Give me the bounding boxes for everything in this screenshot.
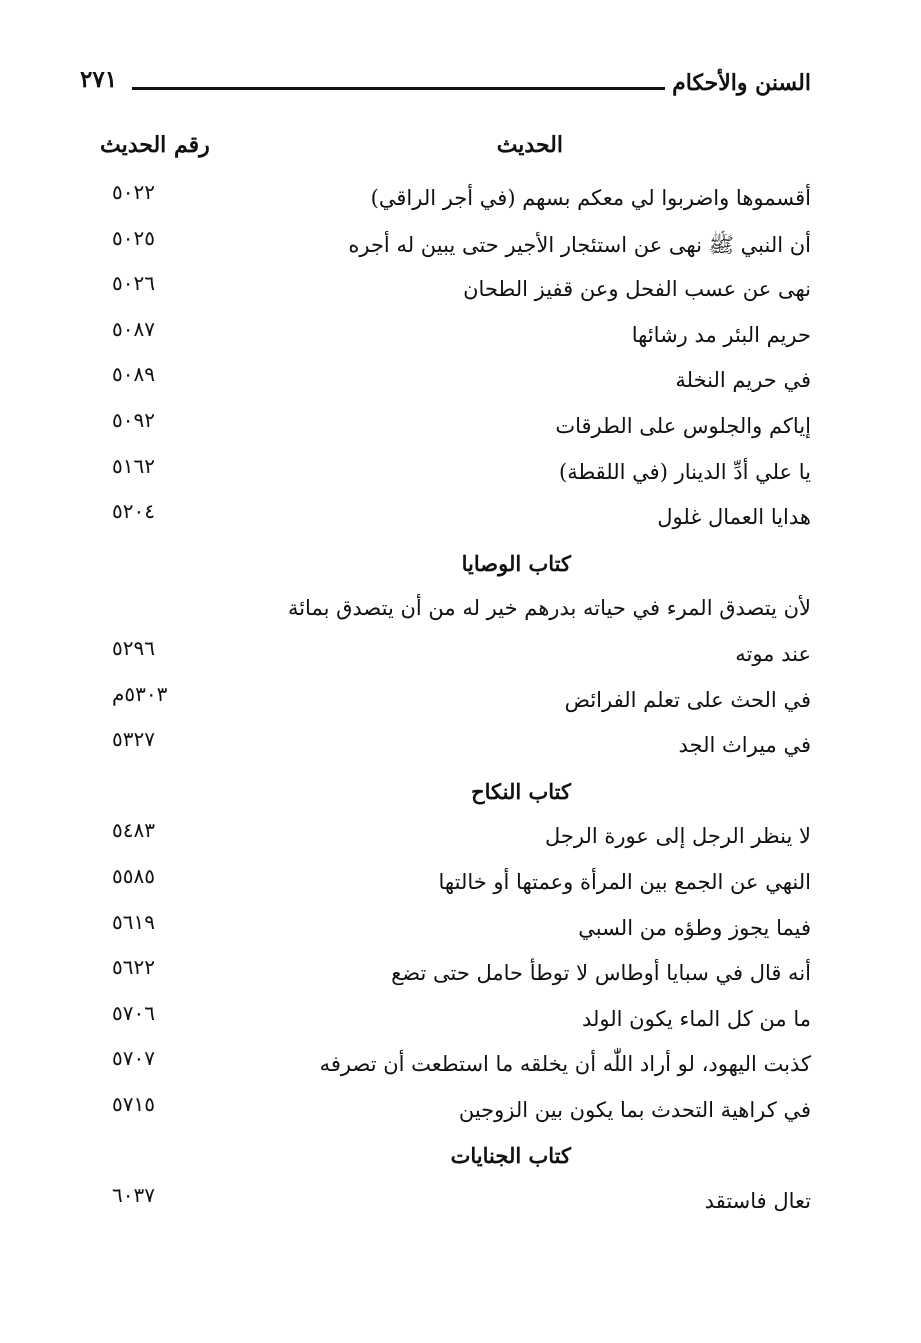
hadith-text: أقسموها واضربوا لي معكم بسهم (في أجر الراقي) (370, 186, 811, 210)
index-row (100, 725, 811, 771)
section-title: كتاب الجنايات (450, 1143, 571, 1169)
hadith-text: كذبت اليهود، لو أراد اللّٰه أن يخلقه ما استطعت أن تصرفه (319, 1052, 811, 1077)
section-title: كتاب النكاح (471, 778, 571, 804)
index-row (100, 1181, 811, 1227)
index-row (100, 953, 811, 999)
index-row (100, 999, 811, 1045)
hadith-text: في كراهية التحدث بما يكون بين الزوجين (458, 1097, 811, 1122)
hadith-number: ٥٤٨٣ (112, 818, 155, 843)
hadith-text: أن النبي ﷺ نهى عن استئجار الأجير حتى يبين له أجره (348, 232, 811, 257)
header-title: السنن والأحكام (672, 70, 811, 96)
index-row (100, 178, 811, 224)
hadith-number: ٥٦١٩ (112, 909, 155, 934)
index-row (100, 816, 811, 862)
section-heading (100, 1135, 811, 1181)
hadith-number: ٥٧٠٧ (112, 1046, 155, 1071)
index-row (100, 1044, 811, 1090)
hadith-text: نهى عن عسب الفحل وعن قفيز الطحان (463, 277, 811, 302)
index-row (100, 315, 811, 361)
hadith-number: ٥٧٠٦ (112, 1000, 155, 1025)
hadith-text: لا ينظر الرجل إلى عورة الرجل (544, 824, 811, 849)
index-row (100, 269, 811, 315)
hadith-number: ٥٥٨٥ (112, 863, 155, 888)
hadith-number: ٥١٦٢ (112, 453, 155, 478)
hadith-number: ٥٦٢٢ (112, 955, 155, 980)
hadith-number: ٥٢٠٤ (112, 499, 155, 524)
index-row (100, 452, 811, 498)
hadith-text: حريم البئر مد رشائها (631, 322, 811, 347)
running-header (80, 62, 811, 102)
hadith-text: في حريم النخلة (675, 368, 811, 393)
column-header-hadith: الحديث (496, 132, 563, 158)
index-row (100, 908, 811, 954)
hadith-text: يا علي أدِّ الدينار (في اللقطة) (559, 459, 811, 484)
hadith-number: ٥٣٠٣م (112, 681, 168, 706)
hadith-text: النهي عن الجمع بين المرأة وعمتها أو خالتها (438, 869, 811, 894)
hadith-number: ٦٠٣٧ (112, 1183, 155, 1208)
hadith-text: في ميراث الجد (678, 733, 811, 758)
index-row (100, 406, 811, 452)
hadith-text: فيما يجوز وطؤه من السبي (578, 915, 811, 940)
index-row (100, 588, 811, 634)
header-rule (132, 87, 665, 90)
index-row (100, 360, 811, 406)
index-row (100, 1090, 811, 1136)
hadith-text: عند موته (735, 641, 811, 666)
hadith-number: ٥٢٩٦ (112, 635, 155, 660)
hadith-text: إياكم والجلوس على الطرقات (555, 413, 811, 438)
index-row (100, 224, 811, 270)
hadith-number: ٥٧١٥ (112, 1091, 155, 1116)
hadith-text: لأن يتصدق المرء في حياته بدرهم خير له من أن يتصدق بمائة (287, 596, 811, 621)
index-row (100, 634, 811, 680)
hadith-index-list (100, 178, 811, 1227)
page-number: ٢٧١ (80, 66, 118, 93)
hadith-text: تعال فاستقد (704, 1189, 811, 1214)
hadith-number: ٥٣٢٧ (112, 727, 155, 752)
hadith-text: في الحث على تعلم الفرائض (564, 687, 811, 712)
hadith-text: هدايا العمال غلول (657, 505, 811, 530)
hadith-text: أنه قال في سبايا أوطاس لا توطأ حامل حتى تضع (391, 961, 811, 986)
index-row (100, 680, 811, 726)
hadith-number: ٥٠٢٥ (112, 225, 155, 250)
section-title: كتاب الوصايا (461, 550, 571, 576)
hadith-number: ٥٠٩٢ (112, 407, 155, 432)
hadith-number: ٥٠٨٩ (112, 362, 155, 387)
index-row (100, 497, 811, 543)
column-header-number: رقم الحديث (100, 132, 210, 158)
section-heading (100, 543, 811, 589)
hadith-number: ٥٠٨٧ (112, 316, 155, 341)
column-headers (100, 128, 811, 168)
section-heading (100, 771, 811, 817)
hadith-number: ٥٠٢٦ (112, 271, 155, 296)
hadith-number: ٥٠٢٢ (112, 180, 155, 204)
hadith-text: ما من كل الماء يكون الولد (581, 1006, 811, 1031)
index-row (100, 862, 811, 908)
